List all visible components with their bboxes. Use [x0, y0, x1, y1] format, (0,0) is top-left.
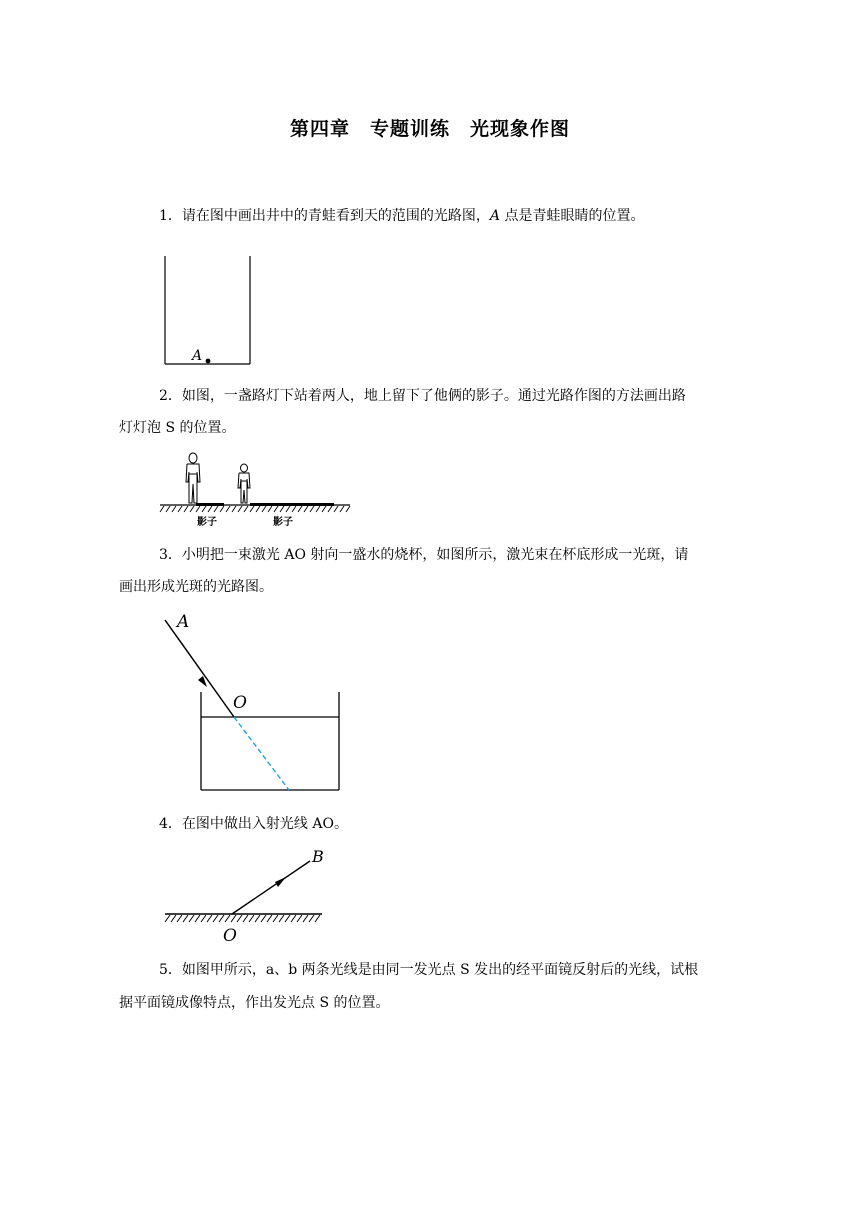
- frog-eye-point: [206, 359, 211, 364]
- question-number: 4．: [159, 816, 182, 832]
- shadow-label-2: 影子: [273, 517, 293, 528]
- point-b-label: B: [312, 847, 324, 866]
- incident-ray: [165, 620, 234, 717]
- question-text: 如图，一盏路灯下站着两人，地上留下了他俩的影子。通过光路作图的方法画出路: [181, 388, 686, 404]
- question-text: 请在图中画出井中的青蛙看到天的范围的光路图，: [181, 208, 490, 224]
- well-point-label: A: [192, 348, 203, 364]
- question-2: [119, 381, 735, 411]
- question-text: 小明把一束激光 AO 射向一盛水的烧杯，如图所示，激光束在杯底形成一光斑，请: [181, 547, 689, 563]
- reflected-arrowhead: [275, 877, 286, 887]
- shadow-1: [196, 503, 224, 506]
- reflected-ray: [232, 861, 310, 914]
- question-3: [119, 540, 735, 570]
- question-3-line2: 画出形成光斑的光路图。: [119, 579, 273, 595]
- question-text: 如图甲所示，a、b 两条光线是由同一发光点 S 发出的经平面镜反射后的光线，试根: [181, 962, 699, 978]
- point-label: A: [489, 208, 501, 224]
- point-o-label: O: [223, 926, 237, 946]
- question-text: 在图中做出入射光线 AO。: [181, 816, 348, 832]
- question-2-line2: 灯灯泡 S 的位置。: [119, 420, 236, 436]
- shadow-label-1: 影子: [197, 517, 217, 528]
- question-1: [119, 201, 735, 231]
- question-text: 点是青蛙眼睛的位置。: [500, 208, 645, 224]
- person-tall: [186, 453, 200, 503]
- page-title: 第四章 专题训练 光现象作图: [289, 118, 570, 140]
- beaker-refraction-figure: [155, 610, 355, 795]
- point-o-label: O: [233, 693, 247, 713]
- question-number: 3．: [159, 547, 182, 563]
- question-number: 5．: [159, 962, 182, 978]
- shadow-2: [250, 503, 334, 506]
- mirror-reflection-figure: [160, 842, 330, 947]
- refracted-ray: [234, 717, 289, 790]
- streetlight-shadow-figure: [158, 450, 353, 530]
- person-short: [238, 464, 250, 503]
- point-a-label: A: [177, 612, 190, 632]
- question-4: [119, 809, 735, 839]
- question-5: [119, 955, 735, 985]
- well-figure: [160, 254, 260, 369]
- question-number: 1．: [159, 208, 182, 224]
- question-5-line2: 据平面镜成像特点，作出发光点 S 的位置。: [119, 995, 390, 1011]
- question-number: 2．: [159, 388, 182, 404]
